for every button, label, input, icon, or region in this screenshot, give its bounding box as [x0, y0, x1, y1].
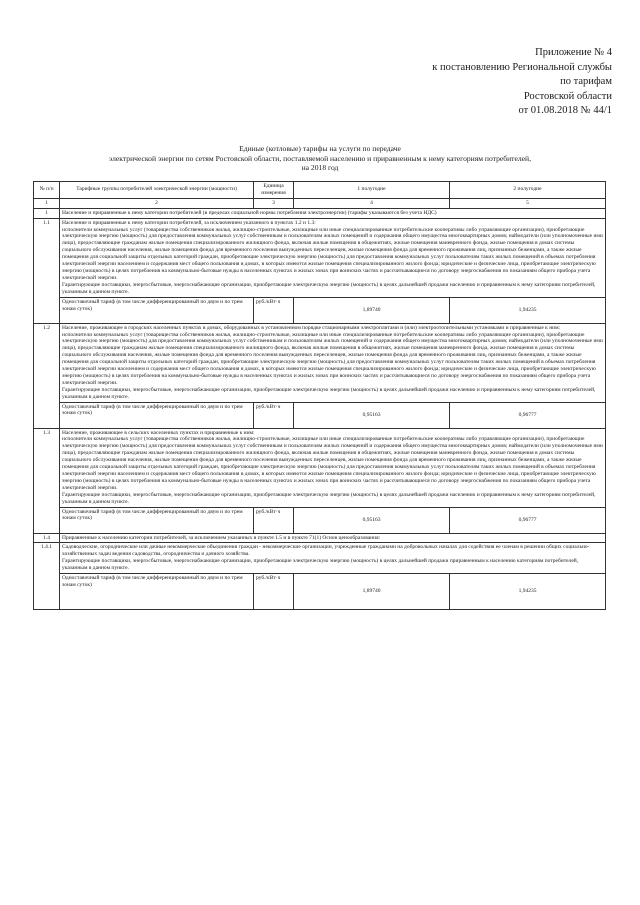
appendix-line: Ростовской области — [523, 90, 612, 102]
header-group: Тарифные группы потребителей электрической энергии (мощности) — [60, 182, 254, 199]
table-row — [34, 218, 606, 297]
row-description — [60, 218, 606, 297]
header-unit: Единица измерения — [254, 182, 294, 199]
tariff-value-h1: 0,95163 — [294, 402, 450, 428]
description-paragraph: Гарантирующие поставщики, энергосбытовые, энергоснабжающие организации, приобретающие электрическую энергию (мощность) в целях дальнейшей продажи приравненным к населению категориям потребителей, указанным в данном пункте. — [62, 558, 579, 572]
row-num: 1.3 — [34, 428, 60, 533]
row-description — [60, 543, 606, 574]
description-paragraph: исполнители коммунальных услуг (товарищества собственников жилья, жилищно-строительные, жилищные или иные специализированные потребительские кооперативы либо управляющие организации), приобретающие электрическую энергию (мощность) для предоставления коммунальных услуг собственникам и пользователям жилых помещений и содержания общего имущества многоквартирных домов; наймодатели (или уполномоченные ими лица), предоставляющие гражданам жилые помещения специализированного жилищного фонда, включая жилые помещения в общежитиях, жилые помещения маневренного фонда, жилые помещения в домах системы социального обслуживания населения, жилые помещения фонда для временного поселения вынужденных переселенцев, жилые помещения фонда для временного проживания лиц, признанных беженцами, а также жилые помещения для социальной защиты отдельных категорий граждан, приобретающие электрическую энергию (мощность) для предоставления коммунальных услуг пользователям таких жилых помещений в объемах потребления электрической энергии населением и содержания мест общего пользования в домах, в которых имеются жилые помещения специализированного жилого фонда; юридические и физические лица, приобретающие электрическую энергию (мощность) в целях потребления на коммунально-бытовые нужды в населенных пунктах и жилых зонах при воинских частях и рассчитывающиеся по договору энергоснабжения по показаниям общего прибора учета электрической энергии. — [62, 331, 603, 386]
description-paragraph: Население и приравненные к нему категории потребителей, за исключением указанного в пунктах 1.2 и 1.3: — [62, 219, 316, 226]
table-row — [34, 428, 606, 507]
title-line: электрической энергии по сетям Ростовской области, поставляемой населению и приравненным к нему категориям потребителей, — [108, 153, 531, 163]
header-half1: 1 полугодие — [294, 182, 450, 199]
index-cell: 3 — [254, 198, 294, 208]
appendix-date: от 01.08.2018 № 44/1 — [518, 105, 612, 116]
tariff-row — [34, 402, 606, 428]
tariff-row — [34, 297, 606, 323]
description-paragraph: исполнители коммунальных услуг (товарищества собственников жилья, жилищно-строительные, жилищные или иные специализированные потребительские кооперативы либо управляющие организации), приобретающие электрическую энергию (мощность) для предоставления коммунальных услуг собственникам и пользователям жилых помещений и содержания общего имущества многоквартирных домов; наймодатели (или уполномоченные ими лица), предоставляющие гражданам жилые помещения специализированного жилищного фонда, включая жилые помещения в общежитиях, жилые помещения маневренного фонда, жилые помещения в домах системы социального обслуживания населения, жилые помещения фонда для временного поселения вынужденных переселенцев, жилые помещения фонда для временного проживания лиц, признанных беженцами, а также жилые помещения для социальной защиты отдельных категорий граждан, приобретающие электрическую энергию (мощность) для предоставления коммунальных услуг пользователям таких жилых помещений в объемах потребления электрической энергии населением и содержания мест общего пользования в домах, в которых имеются жилые помещения специализированного жилого фонда; юридические и физические лица, приобретающие электрическую энергию (мощность) в целях потребления на коммунально-бытовые нужды в населенных пунктах и жилых зонах при воинских частях и рассчитывающиеся по договору энергоснабжения по показаниям общего прибора учета электрической энергии. — [62, 436, 603, 491]
description-paragraph: Гарантирующие поставщики, энергосбытовые, энергоснабжающие организации, приобретающие электрическую энергию (мощность) в целях дальнейшей продажи населению и приравненным к нему категориям потребителей, указанным в данном пункте. — [62, 281, 596, 295]
table-row — [34, 533, 606, 543]
row-description — [60, 428, 606, 507]
row-num: 1 — [34, 208, 60, 218]
title-line: Единые (котловые) тарифы на услуги по передаче — [239, 144, 401, 153]
table-row — [34, 543, 606, 574]
description-paragraph: исполнители коммунальных услуг (товарищества собственников жилья, жилищно-строительные, жилищные или иные специализированные потребительские кооперативы либо управляющие организации), приобретающие электрическую энергию (мощность) для предоставления коммунальных услуг собственникам и пользователям жилых помещений и содержания общего имущества многоквартирных домов; наймодатели (или уполномоченные ими лица), предоставляющие гражданам жилые помещения специализированного жилищного фонда, включая жилые помещения в общежитиях, жилые помещения маневренного фонда, жилые помещения в домах системы социального обслуживания населения, жилые помещения фонда для временного поселения вынужденных переселенцев, жилые помещения фонда для временного проживания лиц, признанных беженцами, а также жилые помещения для социальной защиты отдельных категорий граждан, приобретающие электрическую энергию (мощность) для предоставления коммунальных услуг пользователям таких жилых помещений в объемах потребления электрической энергии населением и содержания мест общего пользования в домах, в которых имеются жилые помещения специализированного жилого фонда; юридические и физические лица, приобретающие электрическую энергию (мощность) в целях потребления на коммунально-бытовые нужды в населенных пунктах и жилых зонах при воинских частях и рассчитывающиеся по договору энергоснабжения по показаниям общего прибора учета электрической энергии. — [62, 226, 603, 281]
description-paragraph: Гарантирующие поставщики, энергосбытовые, энергоснабжающие организации, приобретающие электрическую энергию (мощность) в целях дальнейшей продажи населению и приравненным к нему категориям потребителей, указанным в данном пункте. — [62, 491, 596, 505]
index-cell: 2 — [60, 198, 254, 208]
appendix-line: Приложение № 4 — [535, 47, 612, 58]
tariff-value-h2: 0,96777 — [450, 402, 606, 428]
row-num: 1.4.1 — [34, 543, 60, 610]
tariff-value-h1: 1,89740 — [294, 574, 450, 610]
header-row — [34, 182, 606, 199]
section-row — [34, 208, 606, 218]
appendix-line: к постановлению Региональной службы — [432, 61, 612, 73]
tariff-unit: руб./кВт·ч — [254, 297, 294, 323]
index-cell: 1 — [34, 198, 60, 208]
index-cell: 5 — [450, 198, 606, 208]
title-year: на 2018 год — [301, 163, 339, 172]
table-row — [34, 323, 606, 402]
document-title — [20, 144, 620, 173]
tariff-label: Одноставочный тариф (в том числе дифференцированный по двум и по трем зонам суток) — [60, 574, 254, 610]
header-num: № п/п — [34, 182, 60, 199]
tariff-value-h1: 1,89740 — [294, 297, 450, 323]
tariff-unit: руб./кВт·ч — [254, 507, 294, 533]
index-cell: 4 — [294, 198, 450, 208]
tariff-label: Одноставочный тариф (в том числе дифференцированный по двум и по трем зонам суток) — [60, 507, 254, 533]
tariff-value-h1: 0,95163 — [294, 507, 450, 533]
tariff-value-h2: 1,94235 — [450, 297, 606, 323]
row-num: 1.1 — [34, 218, 60, 323]
header-half2: 2 полугодие — [450, 182, 606, 199]
tariff-value-h2: 0,96777 — [450, 507, 606, 533]
row-description: Приравненные к населению категории потребителей, за исключением указанных в пункте 1.5 и в пункте 71(1) Основ ценообразования: — [60, 533, 606, 543]
tariff-table — [33, 181, 606, 610]
index-row — [34, 198, 606, 208]
tariff-row — [34, 507, 606, 533]
row-num: 1.4 — [34, 533, 60, 543]
tariff-label: Одноставочный тариф (в том числе дифференцированный по двум и по трем зонам суток) — [60, 402, 254, 428]
tariff-unit: руб./кВт·ч — [254, 402, 294, 428]
description-paragraph: Гарантирующие поставщики, энергосбытовые, энергоснабжающие организации, приобретающие электрическую энергию (мощность) в целях дальнейшей продажи населению и приравненным к нему категориям потребителей, указанным в данном пункте. — [62, 386, 596, 400]
tariff-label: Одноставочный тариф (в том числе дифференцированный по двум и по трем зонам суток) — [60, 297, 254, 323]
description-paragraph: Население, проживающее в сельских населенных пунктах и приравненные к ним: — [62, 429, 255, 436]
tariff-row — [34, 574, 606, 610]
tariff-value-h2: 1,94235 — [450, 574, 606, 610]
appendix-block — [382, 46, 612, 119]
row-num: 1.2 — [34, 323, 60, 428]
tariff-unit: руб./кВт·ч — [254, 574, 294, 610]
section-title: Население и приравненные к нему категории потребителей (в пределах социальной нормы потребления электроэнергии) (тарифы указываются без учета НДС) — [60, 208, 606, 218]
row-description — [60, 323, 606, 402]
description-paragraph: Садоводческие, огороднические или дачные некоммерческие объединения граждан - некоммерческие организации, учрежденные гражданами на добровольных началах для содействия ее членам в решении общих социально-хозяйственных задач ведения садоводства, огородничества и дачного хозяйства. — [62, 544, 590, 558]
description-paragraph: Население, проживающее в городских населенных пунктах в домах, оборудованных в установленном порядке стационарными электроплитами и (или) электроотопительными установками и приравненные к ним: — [62, 324, 561, 331]
appendix-line: по тарифам — [560, 76, 612, 87]
